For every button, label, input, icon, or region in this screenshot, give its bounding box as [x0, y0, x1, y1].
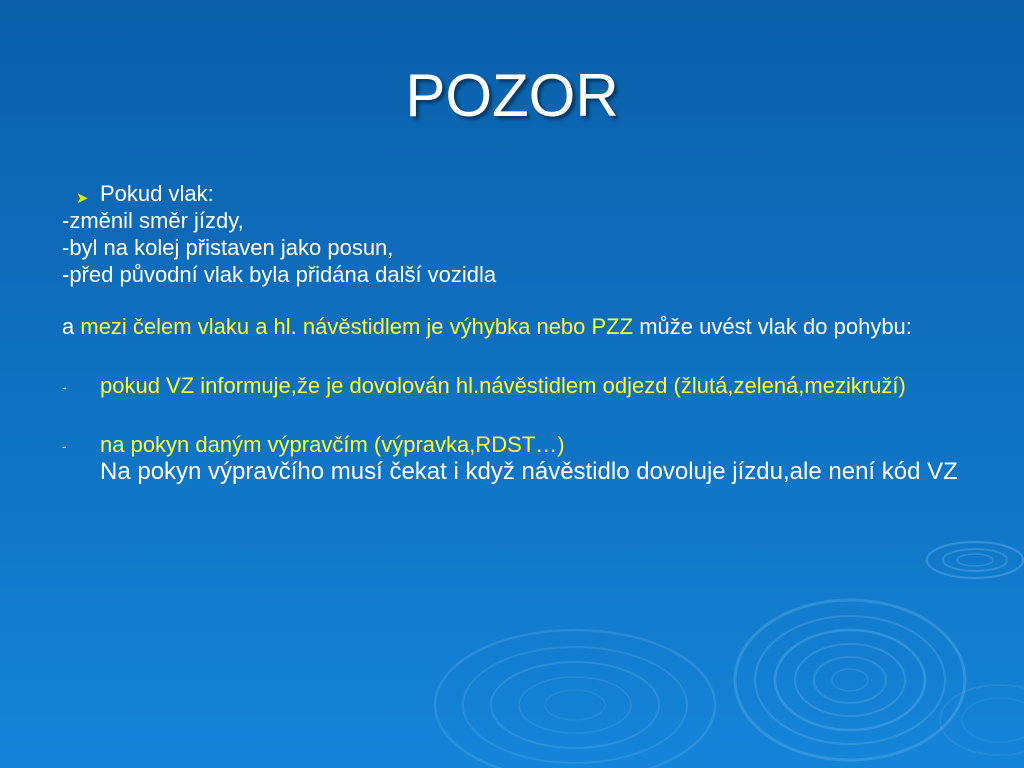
paragraph-prefix: a: [62, 314, 75, 339]
condition-line: -změnil směr jízdy,: [62, 208, 244, 233]
slide-title: POZOR: [405, 62, 619, 129]
paragraph-highlight: mezi čelem vlaku a hl. návěstidlem je výhybka nebo PZZ: [80, 314, 634, 339]
condition-paragraph: [62, 313, 982, 340]
dash-item: [62, 372, 982, 399]
slide-content: [62, 180, 982, 486]
condition-line: -byl na kolej přistaven jako posun,: [62, 235, 394, 260]
paragraph-suffix: může uvést vlak do pohybu:: [639, 314, 912, 339]
arrow-bullet-icon: ➤: [76, 190, 89, 207]
dash-item-text: pokud VZ informuje,že je dovolován hl.návěstidlem odjezd (žlutá,zelená,mezikruží): [100, 373, 906, 398]
dash-marker: -: [62, 379, 67, 395]
bullet-intro: [62, 180, 982, 207]
bullet-intro-text: Pokud vlak:: [100, 181, 214, 206]
dash-item-text: na pokyn daným výpravčím (výpravka,RDST…): [100, 432, 565, 457]
condition-line: -před původní vlak byla přidána další vozidla: [62, 262, 497, 287]
dash-marker: -: [62, 438, 67, 454]
dash-item-note: Na pokyn výpravčího musí čekat i když návěstidlo dovoluje jízdu,ale není kód VZ: [100, 458, 958, 485]
dash-item: [62, 431, 982, 486]
